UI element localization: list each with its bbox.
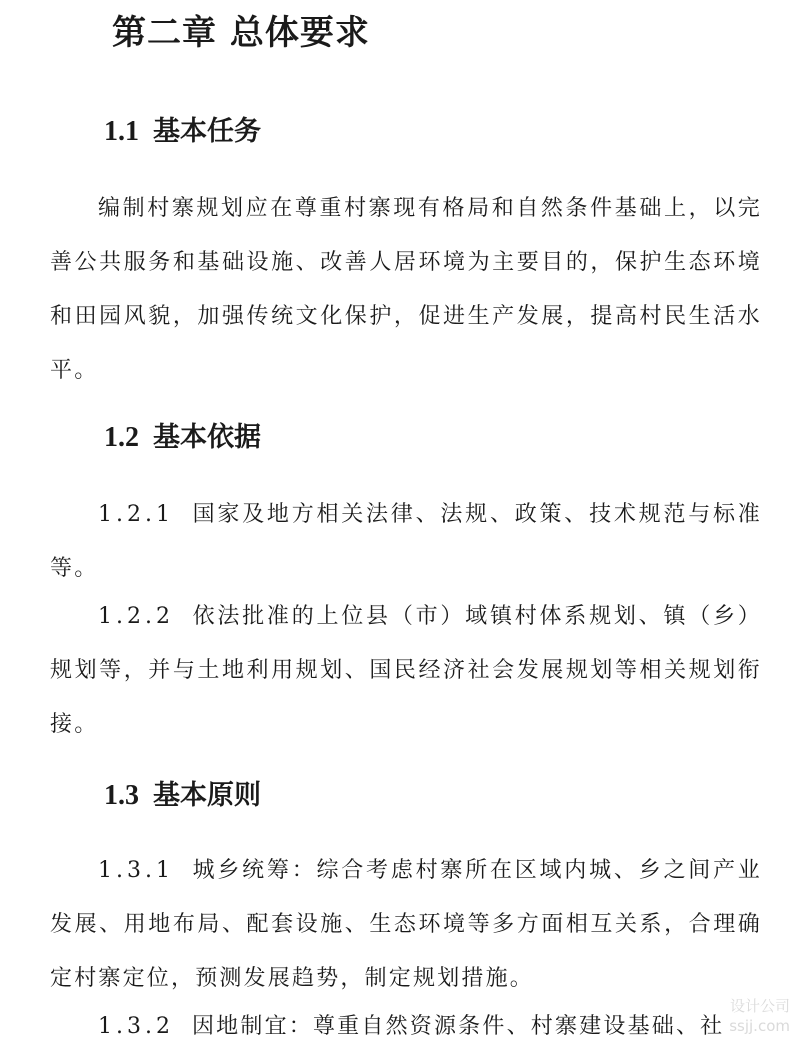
section-heading-1-3 [104,776,261,816]
section-number: 1.3 [104,780,139,811]
section-number: 1.1 [104,116,139,147]
watermark-line: 设计公司 [729,997,790,1015]
section-title: 基本任务 [153,116,261,147]
clause-paragraph [50,844,762,1006]
paragraph-text: 编制村寨规划应在尊重村寨现有格局和自然条件基础上，以完善公共服务和基础设施、改善人居环境为主要目的，保护生态环境和田园风貌，加强传统文化保护，促进生产发展，提高村民生活水平。 [50,196,762,383]
section-title: 基本依据 [153,422,261,453]
section-heading-1-2 [104,418,261,458]
clause-text: 因地制宜：尊重自然资源条件、村寨建设基础、社 [191,1014,725,1039]
watermark-line: ssjj.com [729,1017,790,1035]
clause-text: 国家及地方相关法律、法规、政策、技术规范与标准等。 [50,502,762,581]
clause-number: 1.2.2 [98,604,174,629]
chapter-title: 第二章 总体要求 [112,13,370,53]
clause-paragraph [50,590,762,752]
section-title: 基本原则 [153,780,261,811]
section-heading-1-1 [104,112,261,152]
watermark [600,996,790,1042]
clause-number: 1.2.1 [98,502,174,527]
paragraph [50,182,762,398]
clause-number: 1.3.2 [98,1014,174,1039]
clause-number: 1.3.1 [98,858,174,883]
clause-text: 依法批准的上位县（市）域镇村体系规划、镇（乡）规划等，并与土地利用规划、国民经济社会发展规划等相关规划衔接。 [50,604,762,737]
section-number: 1.2 [104,422,139,453]
clause-paragraph [50,488,762,596]
clause-text: 城乡统筹：综合考虑村寨所在区域内城、乡之间产业发展、用地布局、配套设施、生态环境等多方面相互关系，合理确定村寨定位，预测发展趋势，制定规划措施。 [50,858,762,991]
